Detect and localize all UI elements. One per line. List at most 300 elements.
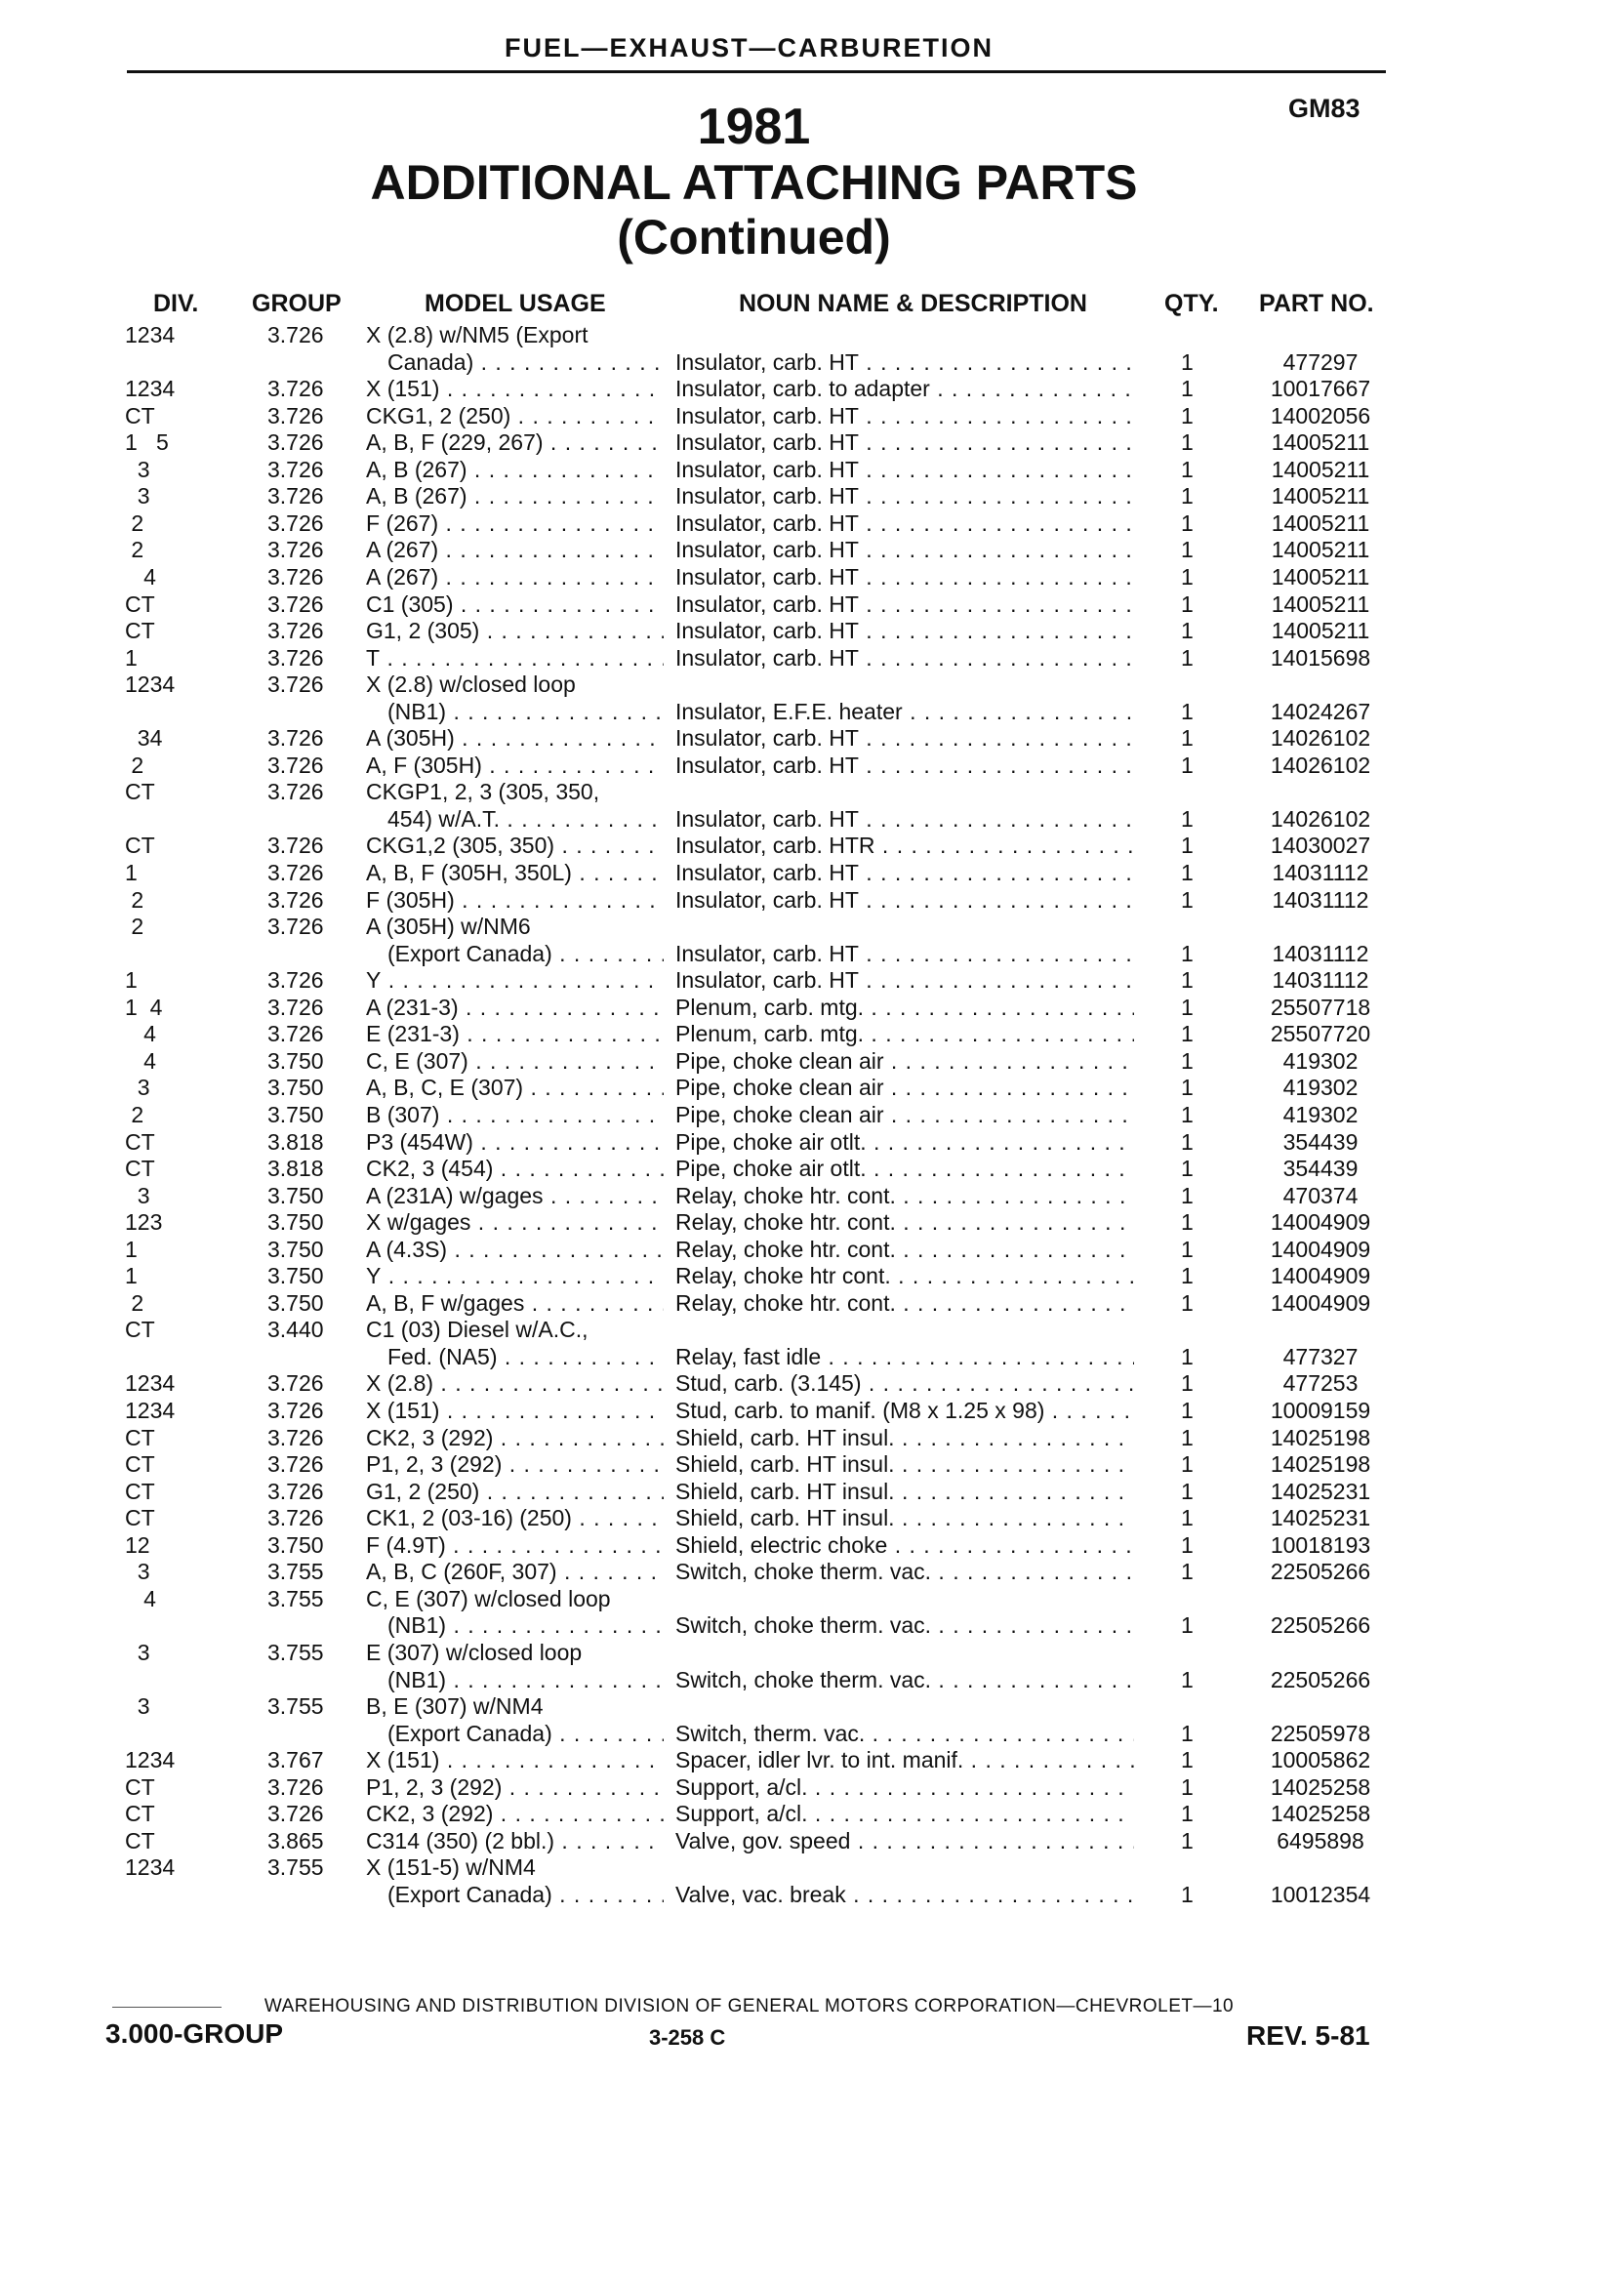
cell-div: 1 (125, 645, 138, 671)
cell-div: CT (125, 1828, 155, 1853)
cell-group: 3.726 (267, 1425, 324, 1450)
cell-model: A, B, F (229, 267) . . . (366, 429, 664, 456)
cell-part: 14031112 (1272, 967, 1369, 993)
cell-group: 3.726 (267, 591, 324, 617)
cell-group: 3.750 (267, 1102, 324, 1127)
cell-part: 22505266 (1270, 1559, 1371, 1584)
cell-qty: 1 (1181, 1425, 1194, 1450)
cell-group: 3.726 (267, 779, 324, 804)
cell-group: 3.755 (267, 1586, 324, 1611)
cell-div: 3 (125, 457, 150, 482)
cell-noun: Insulator, carb. HT . . . (675, 806, 1134, 833)
cell-noun: Relay, choke htr. cont. . . . (675, 1237, 1134, 1263)
cell-model: (NB1) . . . (387, 1612, 664, 1639)
cell-div: CT (125, 1425, 155, 1450)
footer-revision: REV. 5-81 (1246, 2020, 1370, 2051)
cell-part: 22505978 (1270, 1721, 1371, 1746)
section-header: FUEL—EXHAUST—CARBURETION (504, 33, 994, 62)
cell-model: (Export Canada) . . . (387, 1721, 664, 1747)
cell-noun: Insulator, carb. HT . . . (675, 349, 1134, 376)
cell-group: 3.726 (267, 1801, 324, 1826)
title-year: 1981 (697, 99, 811, 155)
cell-group: 3.750 (267, 1048, 324, 1074)
cell-noun: Pipe, choke clean air . . . (675, 1048, 1134, 1075)
cell-qty: 1 (1181, 1398, 1194, 1423)
cell-qty: 1 (1181, 1559, 1194, 1584)
cell-model: Canada) . . . (387, 349, 664, 376)
cell-div: 2 (125, 887, 144, 913)
cell-qty: 1 (1181, 537, 1194, 562)
cell-part: 14004909 (1270, 1237, 1371, 1262)
cell-noun: Support, a/cl. . . . (675, 1801, 1134, 1827)
cell-group: 3.767 (267, 1747, 324, 1772)
cell-qty: 1 (1181, 1263, 1194, 1288)
cell-noun: Insulator, carb. HT . . . (675, 564, 1134, 590)
cell-part: 14025231 (1270, 1505, 1371, 1530)
cell-qty: 1 (1181, 1532, 1194, 1558)
cell-qty: 1 (1181, 1801, 1194, 1826)
cell-qty: 1 (1181, 860, 1194, 885)
col-header-div: DIV. (153, 290, 199, 317)
cell-qty: 1 (1181, 1156, 1194, 1181)
cell-part: 14026102 (1270, 806, 1371, 832)
cell-group: 3.726 (267, 645, 324, 671)
cell-group: 3.726 (267, 1505, 324, 1530)
cell-model: CK2, 3 (454) . . . (366, 1156, 664, 1182)
cell-noun: Insulator, carb. HT . . . (675, 753, 1134, 779)
cell-model: A (231-3) . . . (366, 995, 664, 1021)
cell-div: 3 (125, 1693, 150, 1719)
page-code: GM83 (1288, 94, 1360, 123)
cell-div: CT (125, 1801, 155, 1826)
cell-group: 3.726 (267, 1021, 324, 1046)
col-header-group: GROUP (252, 290, 342, 317)
cell-qty: 1 (1181, 833, 1194, 858)
cell-qty: 1 (1181, 1129, 1194, 1155)
cell-group: 3.726 (267, 322, 324, 347)
cell-noun: Switch, choke therm. vac. . . . (675, 1667, 1134, 1693)
cell-model: CK2, 3 (292) . . . (366, 1425, 664, 1451)
cell-noun: Insulator, carb. HTR . . . (675, 833, 1134, 859)
cell-qty: 1 (1181, 1612, 1194, 1638)
cell-div: 3 (125, 1183, 150, 1208)
cell-noun: Pipe, choke clean air . . . (675, 1075, 1134, 1101)
cell-model: Y . . . (366, 967, 664, 994)
cell-qty: 1 (1181, 1667, 1194, 1692)
cell-part: 14025231 (1270, 1479, 1371, 1504)
cell-part: 25507720 (1270, 1021, 1371, 1046)
cell-part: 354439 (1282, 1129, 1359, 1155)
cell-model: (Export Canada) . . . (387, 941, 664, 967)
cell-model: F (4.9T) . . . (366, 1532, 664, 1559)
cell-model: A, B, C (260F, 307) . . . (366, 1559, 664, 1585)
cell-part: 14004909 (1270, 1209, 1371, 1235)
cell-group: 3.726 (267, 753, 324, 778)
cell-model: B (307) . . . (366, 1102, 664, 1128)
cell-part: 14025198 (1270, 1425, 1371, 1450)
cell-group: 3.750 (267, 1209, 324, 1235)
cell-noun: Stud, carb. (3.145) . . . (675, 1370, 1134, 1397)
cell-model: A, B (267) . . . (366, 483, 664, 509)
cell-noun: Insulator, carb. HT . . . (675, 537, 1134, 563)
cell-model: CKGP1, 2, 3 (305, 350, (366, 779, 600, 804)
cell-div: 1234 (125, 1398, 176, 1423)
cell-model: P3 (454W) . . . (366, 1129, 664, 1156)
cell-qty: 1 (1181, 1237, 1194, 1262)
cell-group: 3.726 (267, 618, 324, 643)
cell-part: 10005862 (1270, 1747, 1371, 1772)
cell-div: 4 (125, 564, 156, 590)
cell-part: 10017667 (1270, 376, 1371, 401)
cell-div: 4 (125, 1586, 156, 1611)
cell-part: 477253 (1282, 1370, 1359, 1396)
cell-model: G1, 2 (250) . . . (366, 1479, 664, 1505)
cell-div: CT (125, 1774, 155, 1800)
cell-noun: Stud, carb. to manif. (M8 x 1.25 x 98) . . . (675, 1398, 1134, 1424)
cell-div: 2 (125, 510, 144, 536)
cell-part: 6495898 (1277, 1828, 1364, 1853)
cell-noun: Insulator, carb. HT . . . (675, 645, 1134, 672)
cell-div: CT (125, 1505, 155, 1530)
cell-part: 14031112 (1272, 941, 1369, 966)
cell-model: A, B, C, E (307) . . . (366, 1075, 664, 1101)
cell-div: 1234 (125, 672, 176, 697)
cell-qty: 1 (1181, 725, 1194, 751)
cell-noun: Relay, choke htr. cont. . . . (675, 1183, 1134, 1209)
cell-part: 477297 (1282, 349, 1359, 375)
cell-noun: Insulator, E.F.E. heater . . . (675, 699, 1134, 725)
cell-model: (Export Canada) . . . (387, 1882, 664, 1908)
cell-div: 1234 (125, 1370, 176, 1396)
cell-noun: Spacer, idler lvr. to int. manif. . . . (675, 1747, 1134, 1773)
cell-div: CT (125, 403, 155, 428)
cell-model: C1 (305) . . . (366, 591, 664, 618)
cell-qty: 1 (1181, 1183, 1194, 1208)
cell-noun: Insulator, carb. HT . . . (675, 510, 1134, 537)
cell-group: 3.726 (267, 510, 324, 536)
cell-part: 10009159 (1270, 1398, 1371, 1423)
cell-div: 2 (125, 1102, 144, 1127)
cell-part: 419302 (1282, 1048, 1359, 1074)
cell-part: 477327 (1282, 1344, 1359, 1369)
cell-div: CT (125, 779, 155, 804)
cell-model: P1, 2, 3 (292) . . . (366, 1451, 664, 1478)
cell-group: 3.726 (267, 457, 324, 482)
cell-model: X (2.8) w/NM5 (Export (366, 322, 589, 347)
cell-group: 3.726 (267, 537, 324, 562)
cell-qty: 1 (1181, 429, 1194, 455)
cell-group: 3.726 (267, 403, 324, 428)
cell-model: C, E (307) w/closed loop (366, 1586, 611, 1611)
cell-div: 34 (125, 725, 163, 751)
cell-model: P1, 2, 3 (292) . . . (366, 1774, 664, 1801)
cell-qty: 1 (1181, 483, 1194, 509)
cell-group: 3.750 (267, 1263, 324, 1288)
cell-model: 454) w/A.T. . . . (387, 806, 664, 833)
cell-model: A (305H) . . . (366, 725, 664, 752)
cell-div: 2 (125, 914, 144, 939)
cell-qty: 1 (1181, 376, 1194, 401)
cell-div: 1234 (125, 1854, 176, 1880)
cell-div: 2 (125, 1290, 144, 1316)
cell-div: 2 (125, 537, 144, 562)
cell-model: E (231-3) . . . (366, 1021, 664, 1047)
cell-noun: Relay, choke htr. cont. . . . (675, 1209, 1134, 1236)
cell-part: 14004909 (1270, 1290, 1371, 1316)
cell-div: 1 (125, 1237, 138, 1262)
col-header-noun: NOUN NAME & DESCRIPTION (739, 290, 1087, 317)
cell-model: T . . . (366, 645, 664, 672)
cell-model: (NB1) . . . (387, 699, 664, 725)
cell-qty: 1 (1181, 1048, 1194, 1074)
cell-qty: 1 (1181, 1290, 1194, 1316)
cell-model: X (151) . . . (366, 1747, 664, 1773)
cell-group: 3.750 (267, 1532, 324, 1558)
cell-qty: 1 (1181, 1828, 1194, 1853)
cell-group: 3.726 (267, 995, 324, 1020)
cell-qty: 1 (1181, 1479, 1194, 1504)
cell-part: 22505266 (1270, 1667, 1371, 1692)
cell-qty: 1 (1181, 753, 1194, 778)
cell-model: A, B (267) . . . (366, 457, 664, 483)
cell-model: A, B, F (305H, 350L) . . . (366, 860, 664, 886)
cell-part: 14005211 (1271, 457, 1370, 482)
cell-qty: 1 (1181, 1370, 1194, 1396)
cell-qty: 1 (1181, 941, 1194, 966)
cell-div: 2 (125, 753, 144, 778)
cell-part: 354439 (1282, 1156, 1359, 1181)
cell-model: C314 (350) (2 bbl.) . . . (366, 1828, 664, 1854)
cell-qty: 1 (1181, 1451, 1194, 1477)
cell-qty: 1 (1181, 403, 1194, 428)
cell-div: 12 (125, 1532, 150, 1558)
cell-model: X (2.8) w/closed loop (366, 672, 576, 697)
cell-noun: Shield, carb. HT insul. . . . (675, 1451, 1134, 1478)
cell-model: CKG1, 2 (250) . . . (366, 403, 664, 429)
cell-qty: 1 (1181, 1505, 1194, 1530)
cell-model: Fed. (NA5) . . . (387, 1344, 664, 1370)
cell-qty: 1 (1181, 1021, 1194, 1046)
cell-noun: Insulator, carb. HT . . . (675, 403, 1134, 429)
cell-model: (NB1) . . . (387, 1667, 664, 1693)
cell-model: A (305H) w/NM6 (366, 914, 531, 939)
cell-div: 3 (125, 483, 150, 509)
cell-div: CT (125, 1317, 155, 1342)
cell-qty: 1 (1181, 1774, 1194, 1800)
cell-model: CK1, 2 (03-16) (250) . . . (366, 1505, 664, 1531)
cell-part: 14031112 (1272, 860, 1369, 885)
cell-part: 14005211 (1271, 483, 1370, 509)
cell-qty: 1 (1181, 591, 1194, 617)
cell-part: 14005211 (1271, 591, 1370, 617)
cell-div: 1 (125, 1263, 138, 1288)
cell-model: X (151) . . . (366, 1398, 664, 1424)
cell-part: 14026102 (1270, 753, 1371, 778)
cell-div: CT (125, 1129, 155, 1155)
cell-group: 3.750 (267, 1290, 324, 1316)
cell-model: CK2, 3 (292) . . . (366, 1801, 664, 1827)
cell-group: 3.726 (267, 1398, 324, 1423)
cell-part: 14005211 (1271, 564, 1370, 590)
cell-model: X (151) . . . (366, 376, 664, 402)
cell-group: 3.440 (267, 1317, 324, 1342)
cell-noun: Shield, carb. HT insul. . . . (675, 1425, 1134, 1451)
cell-model: A, B, F w/gages . . . (366, 1290, 664, 1317)
page-title: ADDITIONAL ATTACHING PARTS (370, 155, 1138, 210)
cell-div: 1234 (125, 322, 176, 347)
cell-part: 14025198 (1270, 1451, 1371, 1477)
cell-qty: 1 (1181, 806, 1194, 832)
cell-part: 14005211 (1271, 618, 1370, 643)
cell-qty: 1 (1181, 967, 1194, 993)
cell-group: 3.726 (267, 429, 324, 455)
cell-group: 3.750 (267, 1075, 324, 1100)
cell-group: 3.755 (267, 1693, 324, 1719)
col-header-part: PART NO. (1259, 290, 1374, 317)
cell-noun: Valve, gov. speed . . . (675, 1828, 1134, 1854)
cell-qty: 1 (1181, 645, 1194, 671)
cell-part: 14015698 (1270, 645, 1371, 671)
cell-part: 14031112 (1272, 887, 1369, 913)
cell-group: 3.726 (267, 672, 324, 697)
cell-group: 3.726 (267, 1479, 324, 1504)
cell-model: A, F (305H) . . . (366, 753, 664, 779)
cell-noun: Insulator, carb. HT . . . (675, 860, 1134, 886)
cell-noun: Insulator, carb. HT . . . (675, 457, 1134, 483)
cell-noun: Insulator, carb. HT . . . (675, 967, 1134, 994)
cell-div: CT (125, 618, 155, 643)
cell-part: 14005211 (1271, 429, 1370, 455)
footer-group: 3.000-GROUP (105, 2018, 284, 2049)
cell-group: 3.726 (267, 967, 324, 993)
cell-part: 14025258 (1270, 1774, 1371, 1800)
cell-group: 3.726 (267, 860, 324, 885)
cell-model: A (267) . . . (366, 564, 664, 590)
cell-part: 14026102 (1270, 725, 1371, 751)
cell-model: X w/gages . . . (366, 1209, 664, 1236)
cell-model: X (151-5) w/NM4 (366, 1854, 536, 1880)
cell-group: 3.726 (267, 483, 324, 509)
page-subtitle: (Continued) (617, 210, 891, 265)
cell-group: 3.755 (267, 1559, 324, 1584)
cell-noun: Relay, choke htr cont. . . . (675, 1263, 1134, 1289)
cell-model: C1 (03) Diesel w/A.C., (366, 1317, 589, 1342)
cell-qty: 1 (1181, 699, 1194, 724)
cell-noun: Support, a/cl. . . . (675, 1774, 1134, 1801)
cell-noun: Insulator, carb. HT . . . (675, 887, 1134, 914)
cell-part: 419302 (1282, 1102, 1359, 1127)
cell-group: 3.755 (267, 1854, 324, 1880)
cell-qty: 1 (1181, 1075, 1194, 1100)
cell-div: 1234 (125, 376, 176, 401)
cell-part: 10018193 (1270, 1532, 1371, 1558)
cell-noun: Switch, choke therm. vac. . . . (675, 1612, 1134, 1639)
cell-noun: Relay, choke htr. cont. . . . (675, 1290, 1134, 1317)
cell-qty: 1 (1181, 510, 1194, 536)
cell-div: 1 (125, 967, 138, 993)
cell-noun: Shield, carb. HT insul. . . . (675, 1479, 1134, 1505)
cell-noun: Pipe, choke clean air . . . (675, 1102, 1134, 1128)
cell-part: 14005211 (1271, 537, 1370, 562)
cell-noun: Plenum, carb. mtg. . . . (675, 1021, 1134, 1047)
cell-qty: 1 (1181, 564, 1194, 590)
cell-model: E (307) w/closed loop (366, 1640, 583, 1665)
cell-part: 14005211 (1271, 510, 1370, 536)
cell-part: 419302 (1282, 1075, 1359, 1100)
cell-model: Y . . . (366, 1263, 664, 1289)
footer-publisher-line: WAREHOUSING AND DISTRIBUTION DIVISION OF GENERAL MOTORS CORPORATION—CHEVROLET—10 (264, 1996, 1235, 2016)
cell-model: A (267) . . . (366, 537, 664, 563)
cell-noun: Insulator, carb. HT . . . (675, 725, 1134, 752)
cell-group: 3.726 (267, 887, 324, 913)
cell-group: 3.726 (267, 833, 324, 858)
cell-group: 3.726 (267, 725, 324, 751)
cell-group: 3.865 (267, 1828, 324, 1853)
cell-group: 3.726 (267, 564, 324, 590)
cell-noun: Insulator, carb. HT . . . (675, 618, 1134, 644)
cell-noun: Relay, fast idle . . . (675, 1344, 1134, 1370)
cell-qty: 1 (1181, 1747, 1194, 1772)
cell-div: 4 (125, 1048, 156, 1074)
cell-div: 1 (125, 860, 138, 885)
cell-noun: Plenum, carb. mtg. . . . (675, 995, 1134, 1021)
cell-noun: Switch, therm. vac. . . . (675, 1721, 1134, 1747)
cell-div: 1 4 (125, 995, 163, 1020)
cell-div: 1234 (125, 1747, 176, 1772)
cell-group: 3.750 (267, 1237, 324, 1262)
cell-div: 3 (125, 1640, 150, 1665)
cell-part: 14024267 (1270, 699, 1371, 724)
cell-model: CKG1,2 (305, 350) . . . (366, 833, 664, 859)
cell-noun: Insulator, carb. to adapter . . . (675, 376, 1134, 402)
cell-qty: 1 (1181, 1209, 1194, 1235)
cell-div: CT (125, 1156, 155, 1181)
col-header-model: MODEL USAGE (425, 290, 606, 317)
cell-model: F (267) . . . (366, 510, 664, 537)
cell-group: 3.726 (267, 1370, 324, 1396)
cell-noun: Pipe, choke air otlt. . . . (675, 1129, 1134, 1156)
cell-noun: Pipe, choke air otlt. . . . (675, 1156, 1134, 1182)
cell-model: A (4.3S) . . . (366, 1237, 664, 1263)
cell-model: X (2.8) . . . (366, 1370, 664, 1397)
cell-group: 3.750 (267, 1183, 324, 1208)
cell-div: CT (125, 1479, 155, 1504)
cell-part: 22505266 (1270, 1612, 1371, 1638)
cell-part: 14004909 (1270, 1263, 1371, 1288)
cell-qty: 1 (1181, 349, 1194, 375)
cell-model: A (231A) w/gages . . . (366, 1183, 664, 1209)
cell-qty: 1 (1181, 457, 1194, 482)
cell-part: 14030027 (1270, 833, 1371, 858)
cell-part: 10012354 (1270, 1882, 1371, 1907)
cell-group: 3.726 (267, 1451, 324, 1477)
cell-group: 3.726 (267, 376, 324, 401)
cell-model: B, E (307) w/NM4 (366, 1693, 544, 1719)
cell-part: 14025258 (1270, 1801, 1371, 1826)
cell-group: 3.755 (267, 1640, 324, 1665)
cell-group: 3.726 (267, 914, 324, 939)
cell-noun: Insulator, carb. HT . . . (675, 483, 1134, 509)
cell-div: 1 5 (125, 429, 169, 455)
cell-group: 3.726 (267, 1774, 324, 1800)
cell-qty: 1 (1181, 1344, 1194, 1369)
cell-part: 25507718 (1270, 995, 1371, 1020)
cell-qty: 1 (1181, 1721, 1194, 1746)
cell-noun: Shield, carb. HT insul. . . . (675, 1505, 1134, 1531)
cell-model: G1, 2 (305) . . . (366, 618, 664, 644)
cell-qty: 1 (1181, 887, 1194, 913)
cell-group: 3.818 (267, 1129, 324, 1155)
